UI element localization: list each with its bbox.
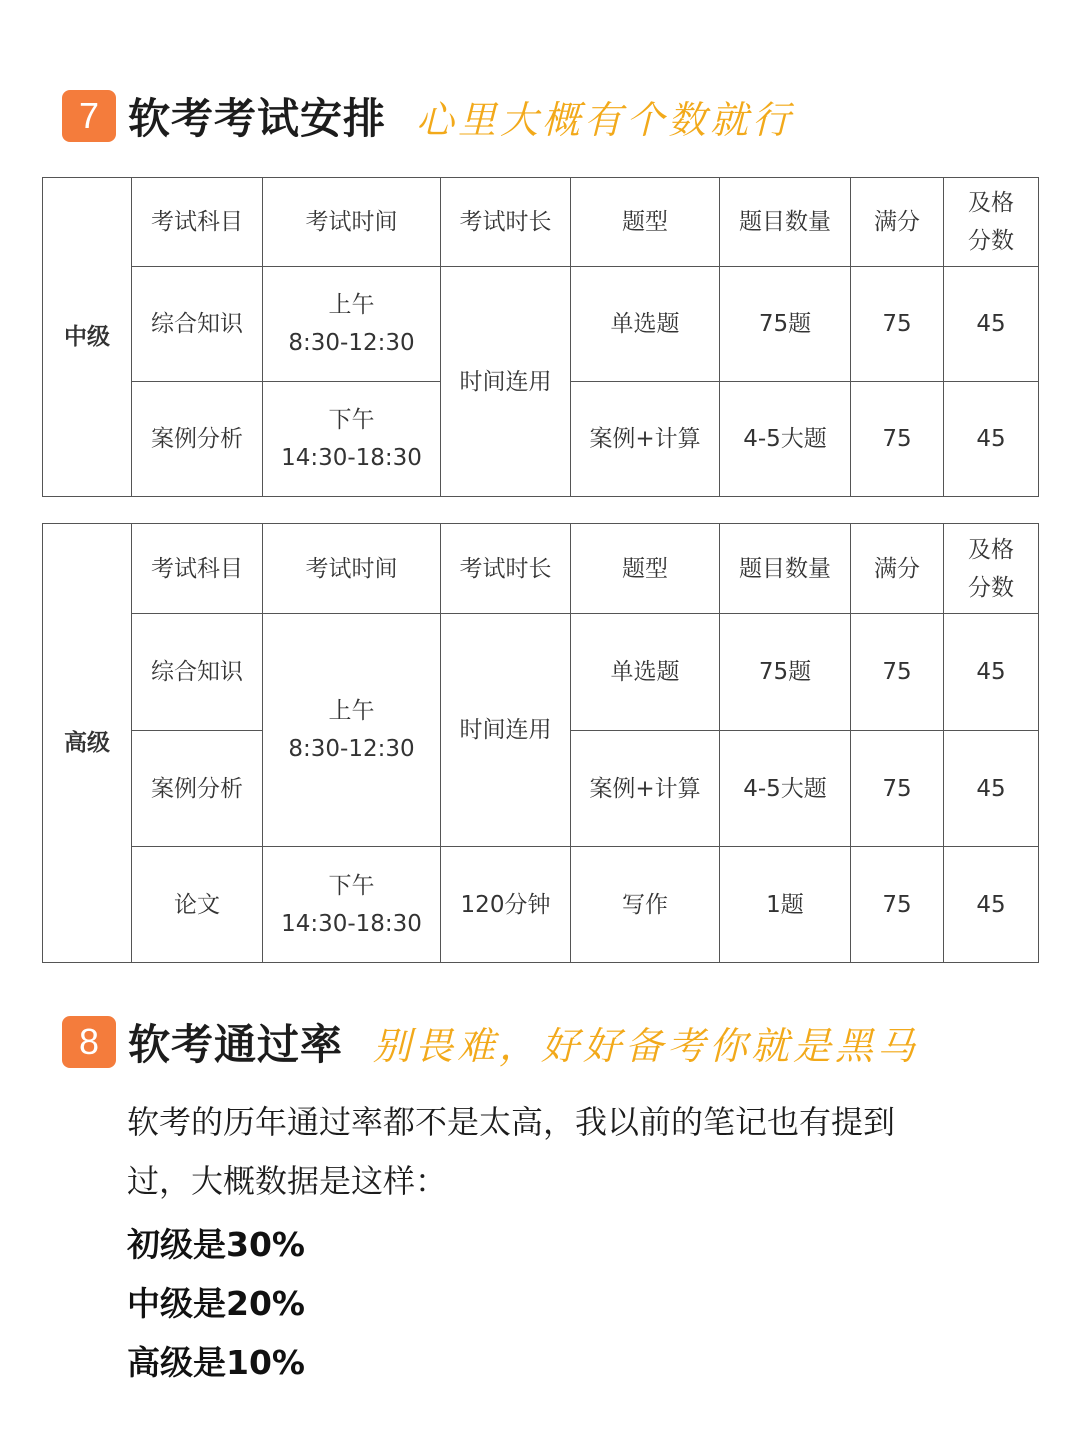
time-line2: 8:30-12:30: [288, 736, 415, 762]
type-cell: 案例+计算: [571, 382, 720, 497]
subject-cell: 案例分析: [132, 731, 263, 847]
table-row: [43, 847, 1039, 963]
count-cell: 75题: [720, 614, 851, 731]
subject-cell: 综合知识: [132, 614, 263, 731]
pass-score-cell: 45: [944, 382, 1039, 497]
duration-cell: 时间连用: [441, 267, 571, 497]
header-count: 题目数量: [720, 524, 851, 614]
time-line1: 上午: [328, 292, 375, 318]
header-pass-line1: 及格: [968, 536, 1014, 563]
section-number-badge: 7: [62, 90, 116, 142]
advanced-schedule-table: [42, 523, 1039, 963]
header-pass-line1: 及格: [968, 190, 1014, 216]
full-score-cell: 75: [851, 382, 944, 497]
subject-cell: 综合知识: [132, 267, 263, 382]
table-row: [43, 267, 1039, 382]
type-cell: 案例+计算: [571, 731, 720, 847]
header-type: 题型: [571, 524, 720, 614]
header-time: 考试时间: [263, 178, 441, 267]
intermediate-schedule-table: [42, 177, 1039, 497]
section-title: 软考考试安排: [128, 94, 387, 143]
pass-score-cell: 45: [944, 731, 1039, 847]
header-subject: 考试科目: [132, 524, 263, 614]
count-cell: 4-5大题: [720, 382, 851, 497]
header-full-score: 满分: [851, 178, 944, 267]
intermediate-pass-rate: 中级是20%: [127, 1284, 305, 1323]
full-score-cell: 75: [851, 267, 944, 382]
time-cell: [263, 614, 441, 847]
duration-cell: 120分钟: [441, 847, 571, 963]
full-score-cell: 75: [851, 731, 944, 847]
table-row: [43, 614, 1039, 731]
subject-cell: 论文: [132, 847, 263, 963]
header-pass-score: [944, 524, 1039, 614]
level-label: 中级: [43, 178, 132, 497]
section-title: 软考通过率: [128, 1020, 344, 1069]
time-line2: 8:30-12:30: [288, 330, 415, 356]
section-number-badge: 8: [62, 1016, 116, 1068]
header-subject: 考试科目: [132, 178, 263, 267]
header-full-score: 满分: [851, 524, 944, 614]
time-line2: 14:30-18:30: [281, 445, 422, 471]
section-subtitle: 别畏难，好好备考你就是黑马: [373, 1023, 920, 1068]
header-count: 题目数量: [720, 178, 851, 267]
pass-score-cell: 45: [944, 614, 1039, 731]
header-type: 题型: [571, 178, 720, 267]
subject-cell: 案例分析: [132, 382, 263, 497]
section-8-header: [62, 1012, 919, 1072]
intro-line-1: 软考的历年通过率都不是太高，我以前的笔记也有提到: [127, 1103, 896, 1141]
header-pass-score: [944, 178, 1039, 267]
count-cell: 75题: [720, 267, 851, 382]
level-label: 高级: [43, 524, 132, 963]
time-line2: 14:30-18:30: [281, 910, 422, 937]
table-header-row: [43, 524, 1039, 614]
section-subtitle: 心里大概有个数就行: [416, 97, 795, 142]
type-cell: 单选题: [571, 614, 720, 731]
time-cell: [263, 382, 441, 497]
intro-line-2: 过，大概数据是这样：: [127, 1162, 448, 1200]
header-duration: 考试时长: [441, 178, 571, 267]
header-pass-line2: 分数: [968, 228, 1014, 254]
full-score-cell: 75: [851, 847, 944, 963]
time-line1: 上午: [328, 698, 375, 724]
type-cell: 写作: [571, 847, 720, 963]
header-pass-line2: 分数: [968, 574, 1014, 601]
time-line1: 下午: [328, 872, 375, 899]
count-cell: 1题: [720, 847, 851, 963]
count-cell: 4-5大题: [720, 731, 851, 847]
pass-score-cell: 45: [944, 847, 1039, 963]
time-cell: [263, 847, 441, 963]
table-header-row: [43, 178, 1039, 267]
duration-cell: 时间连用: [441, 614, 571, 847]
senior-pass-rate: 高级是10%: [127, 1343, 305, 1382]
pass-score-cell: 45: [944, 267, 1039, 382]
pass-rate-intro: [127, 1093, 987, 1211]
section-7-header: [62, 86, 794, 146]
full-score-cell: 75: [851, 614, 944, 731]
header-duration: 考试时长: [441, 524, 571, 614]
time-line1: 下午: [328, 407, 375, 433]
type-cell: 单选题: [571, 267, 720, 382]
junior-pass-rate: 初级是30%: [127, 1225, 305, 1264]
header-time: 考试时间: [263, 524, 441, 614]
time-cell: [263, 267, 441, 382]
